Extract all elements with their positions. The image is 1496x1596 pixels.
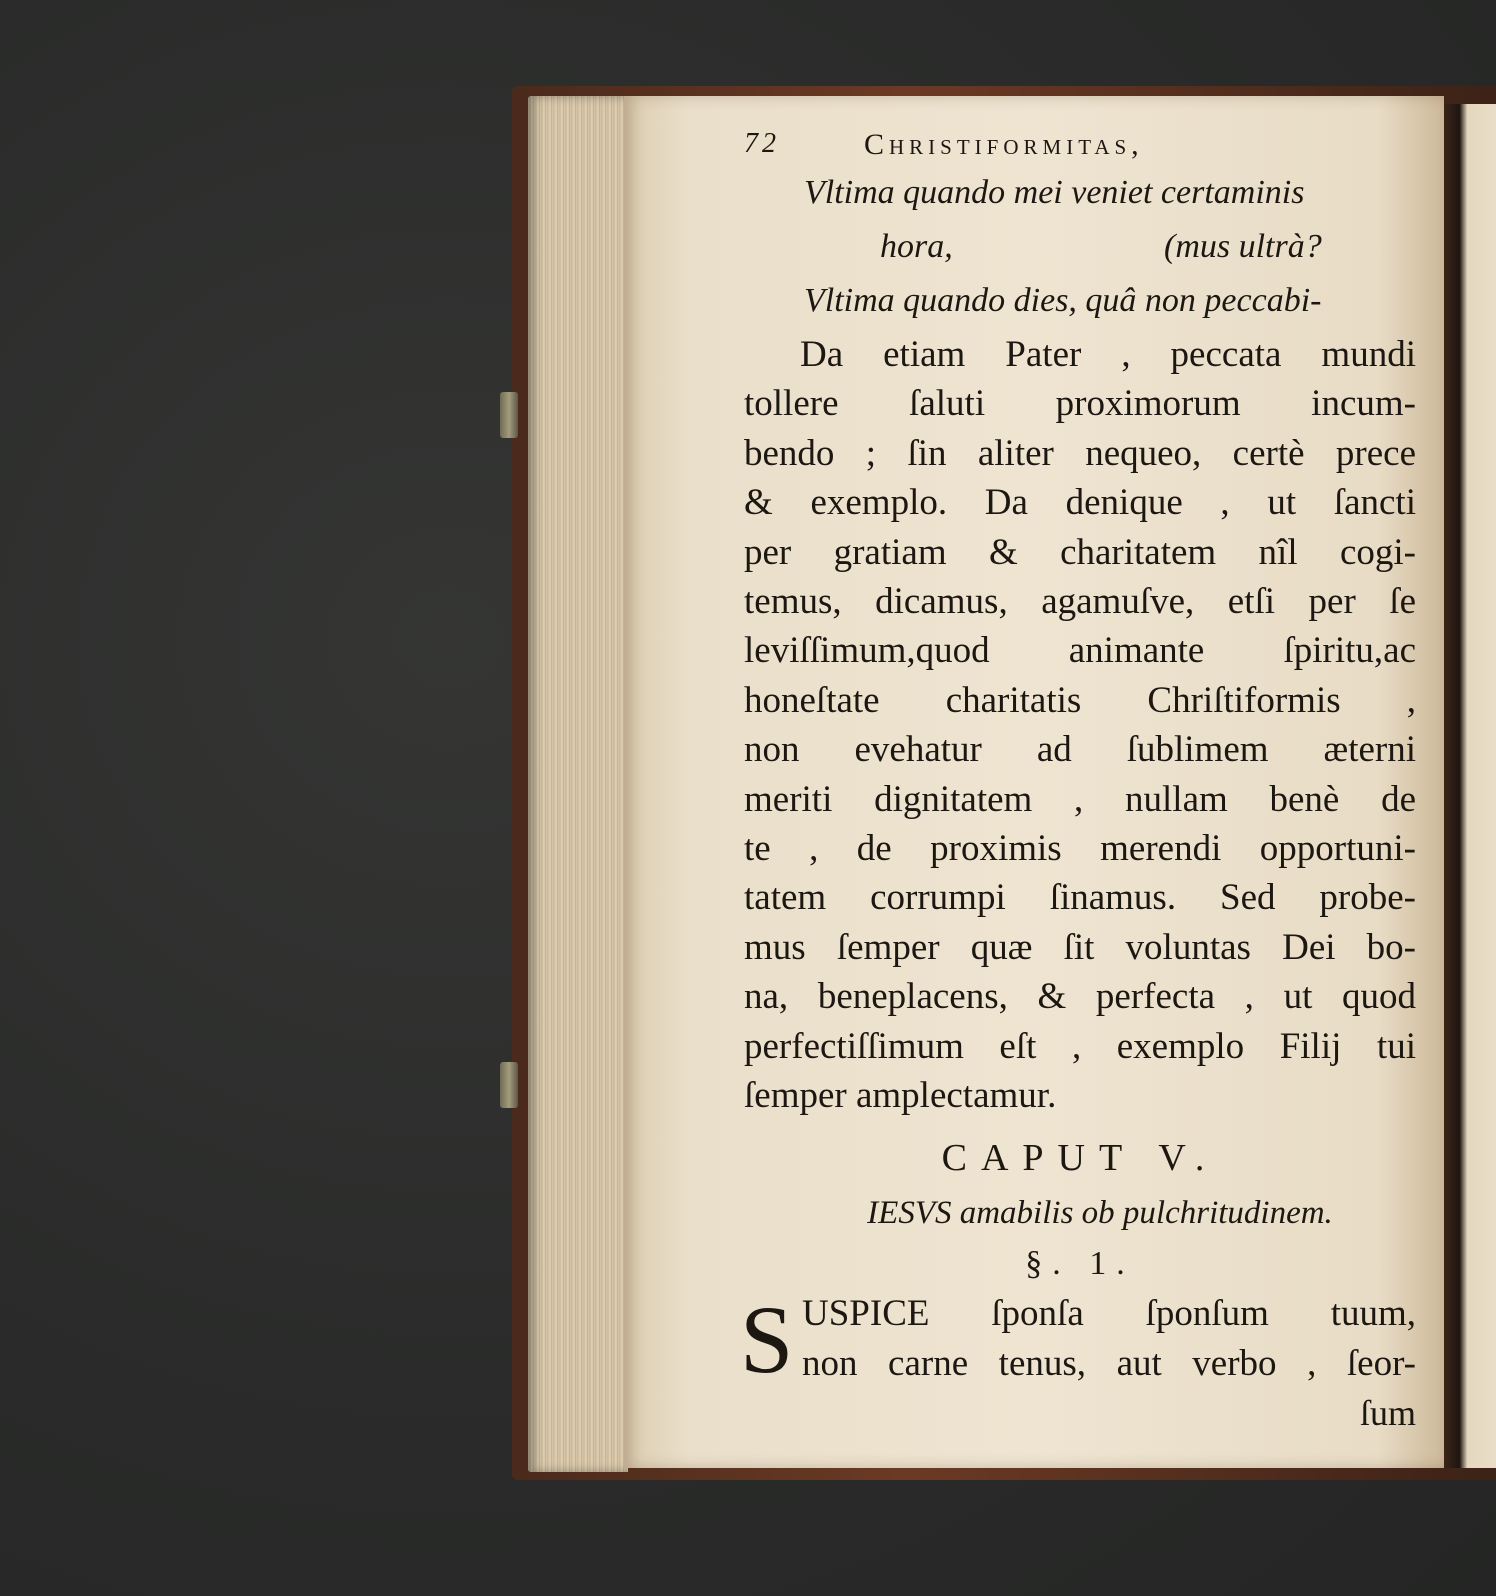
verse-line: Vltima quando mei veniet certaminis xyxy=(804,174,1305,211)
text-line: USPICE ſponſa ſponſum tuum, xyxy=(802,1292,1416,1334)
verse-fragment: hora, xyxy=(880,228,953,265)
text-line: non carne tenus, aut verbo , ſeor- xyxy=(802,1342,1416,1384)
text-line: leviſſimum,quod animante ſpiritu,ac xyxy=(744,630,1416,672)
page-edges xyxy=(528,96,628,1472)
chapter-title: CAPUT V. xyxy=(941,1136,1219,1179)
drop-cap: S xyxy=(740,1285,794,1393)
verse-line: Vltima quando dies, quâ non peccabi- xyxy=(804,282,1322,319)
page-number: 72 xyxy=(744,128,780,159)
clasp-bottom xyxy=(500,1062,518,1108)
verse-fragment: (mus ultrà? xyxy=(1164,228,1322,265)
text-line: tatem corrumpi ſinamus. Sed probe- xyxy=(744,877,1416,919)
text-line: tollere ſaluti proximorum incum- xyxy=(744,383,1416,425)
opening-paragraph xyxy=(740,1285,1416,1393)
clasp-top xyxy=(500,392,518,438)
chapter-subtitle: IESVS amabilis ob pulchritudinem. xyxy=(867,1194,1333,1231)
catchword: ſum xyxy=(1359,1392,1416,1433)
section-mark: §. 1. xyxy=(1025,1244,1135,1282)
text-line: temus, dicamus, agamuſve, etſi per ſe xyxy=(744,581,1416,623)
text-line: perfectiſſimum eſt , exemplo Filij tui xyxy=(744,1025,1416,1067)
text-line: ſemper amplectamur. xyxy=(744,1075,1057,1117)
running-head xyxy=(744,118,1416,166)
text-line: Da etiam Pater , peccata mundi xyxy=(800,334,1416,375)
text-line: mus ſemper quæ ſit voluntas Dei bo- xyxy=(744,926,1416,968)
text-line: honeſtate charitatis Chriſtiformis , xyxy=(744,679,1416,721)
running-title: Christiformitas, xyxy=(864,128,1144,161)
text-line: & exemplo. Da denique , ut ſancti xyxy=(744,482,1416,524)
prose-paragraph xyxy=(744,330,1416,1121)
verse-line xyxy=(744,220,1416,274)
page-text xyxy=(740,118,1416,1437)
next-page-edge xyxy=(1444,104,1496,1468)
text-line: na, beneplacens, & perfecta , ut quod xyxy=(744,976,1416,1018)
text-line: te , de proximis merendi opportuni- xyxy=(744,828,1416,870)
text-line: bendo ; ſin aliter nequeo, certè prece xyxy=(744,432,1416,474)
text-line: non evehatur ad ſublimem æterni xyxy=(744,729,1416,771)
text-line: meriti dignitatem , nullam benè de xyxy=(744,778,1416,820)
text-line: per gratiam & charitatem nîl cogi- xyxy=(744,531,1416,573)
